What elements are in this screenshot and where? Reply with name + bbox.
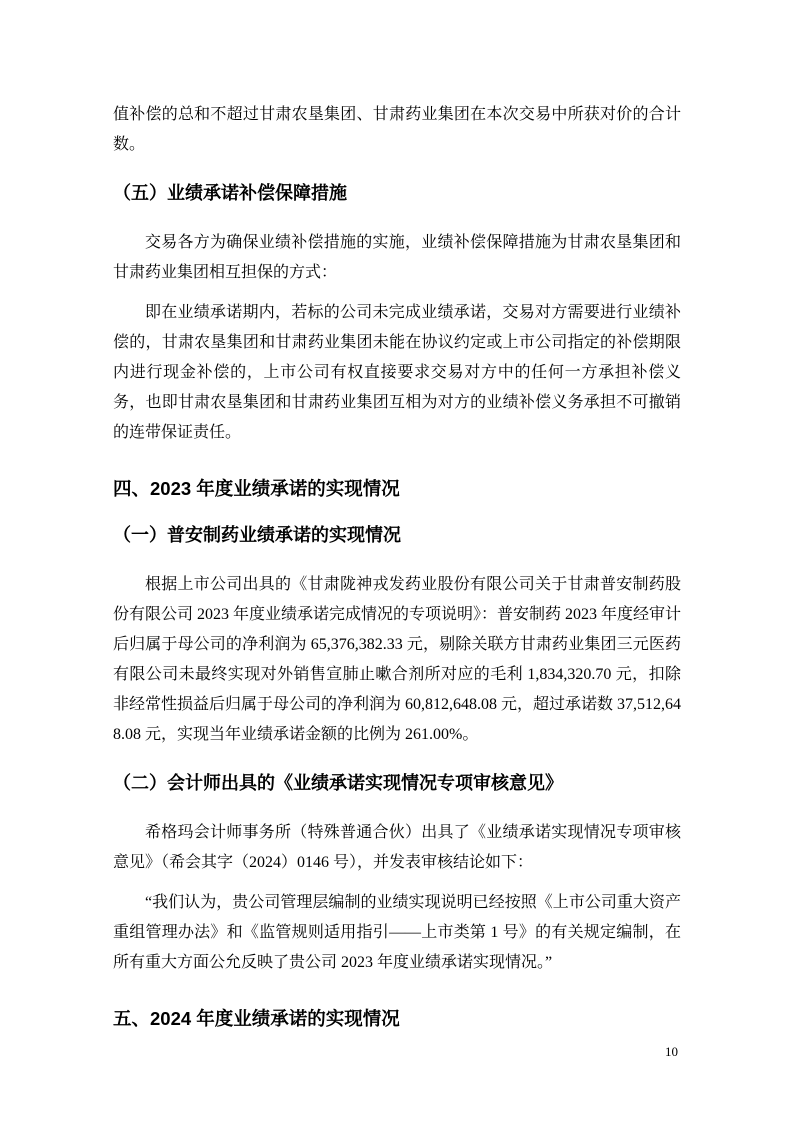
chapter-heading-5-2024-performance: 五、2024 年度业绩承诺的实现情况	[113, 1008, 400, 1029]
body-paragraph: 交易各方为确保业绩补偿措施的实施，业绩补偿保障措施为甘肃农垦集团和甘肃药业集团相互担保的方式：	[113, 234, 681, 281]
section-heading-5-compensation-guarantee: （五）业绩承诺补偿保障措施	[113, 183, 347, 203]
chapter-heading-4-2023-performance: 四、2023 年度业绩承诺的实现情况	[113, 478, 400, 499]
page-number: 10	[665, 1044, 678, 1059]
section-heading-1-puan-pharma: （一）普安制药业绩承诺的实现情况	[113, 525, 401, 545]
body-paragraph: 根据上市公司出具的《甘肃陇神戎发药业股份有限公司关于甘肃普安制药股份有限公司 2023 年度业绩承诺完成情况的专项说明》：普安制药 2023 年度经审计后归属于母公司的净利润为 65,376,382.33 元，剔除关联方甘肃药业集团三元医药有限公司未最终实现对外销售宣肺止嗽合剂所对应的毛利 1,834,320.70 元，扣除非经常性损益后归属于母公司的净利润为 60,812,648.08 元，超过承诺数 37,512,648.08 元，实现当年业绩承诺金额的比例为 261.00%。	[113, 576, 682, 743]
section-heading-2-auditor-opinion: （二）会计师出具的《业绩承诺实现情况专项审核意见》	[113, 773, 563, 793]
body-paragraph: 即在业绩承诺期内，若标的公司未完成业绩承诺，交易对方需要进行业绩补偿的，甘肃农垦集团和甘肃药业集团未能在协议约定或上市公司指定的补偿期限内进行现金补偿的，上市公司有权直接要求交易对方中的任何一方承担补偿义务，也即甘肃农垦集团和甘肃药业集团互相为对方的业绩补偿义务承担不可撤销的连带保证责任。	[113, 304, 681, 441]
body-paragraph-continuation: 值补偿的总和不超过甘肃农垦集团、甘肃药业集团在本次交易中所获对价的合计数。	[113, 106, 681, 153]
body-paragraph: 希格玛会计师事务所（特殊普通合伙）出具了《业绩承诺实现情况专项审核意见》（希会其字（2024）0146 号），并发表审核结论如下：	[113, 824, 681, 871]
body-paragraph-quote: “我们认为，贵公司管理层编制的业绩实现说明已经按照《上市公司重大资产重组管理办法》和《监管规则适用指引——上市类第 1 号》的有关规定编制，在所有重大方面公允反映了贵公司 2023 年度业绩承诺实现情况。”	[113, 894, 681, 971]
